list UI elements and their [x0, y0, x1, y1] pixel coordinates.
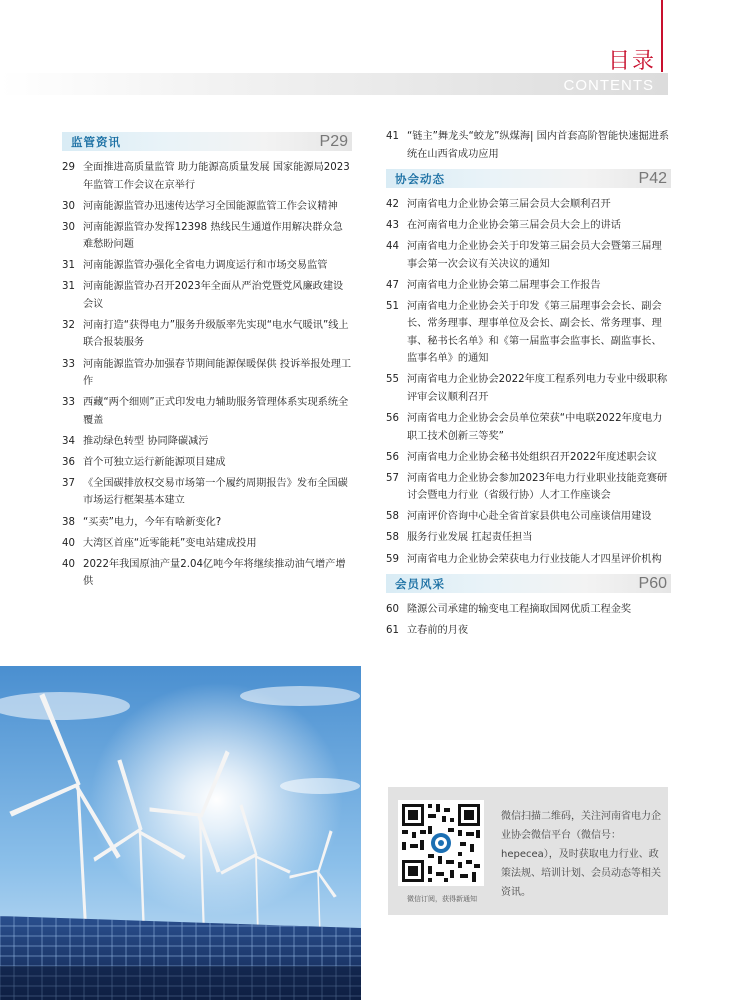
toc-entry-page: 38	[62, 516, 75, 528]
section-page: P42	[638, 169, 667, 187]
toc-entry-page: 29	[62, 162, 75, 173]
toc-entry-page: 41	[386, 131, 399, 142]
section-header-association	[386, 169, 671, 188]
toc-entry-title: 立春前的月夜	[407, 625, 469, 637]
toc-entry-page: 57	[386, 472, 399, 484]
toc-entry[interactable]	[386, 128, 671, 163]
toc-entry-title: 河南省电力企业协会第二届理事会工作报告	[407, 279, 601, 291]
toc-entry-title: 隆源公司承建的输变电工程摘取国网优质工程金奖	[407, 604, 632, 616]
toc-entry[interactable]	[386, 449, 671, 467]
toc-entry[interactable]	[62, 257, 352, 275]
toc-entry-title: 河南省电力企业协会2022年度工程系列电力专业中级职称评审会议顺利召开	[407, 374, 668, 403]
toc-entry-page: 34	[62, 435, 75, 447]
qr-code[interactable]	[398, 800, 484, 886]
toc-entry-page: 37	[62, 477, 75, 489]
toc-entry-page: 43	[386, 220, 399, 232]
page-title: 目录	[607, 49, 656, 74]
toc-entry[interactable]	[386, 470, 671, 505]
toc-entry[interactable]	[386, 217, 671, 235]
toc-list-supervision	[62, 159, 352, 591]
toc-entry-title: 河南省电力企业协会荣获电力行业技能人才四星评价机构	[407, 553, 662, 565]
toc-entry[interactable]	[62, 159, 352, 194]
toc-entry-title: 河南省电力企业协会第三届会员大会顺利召开	[407, 199, 611, 210]
toc-entry-title: 《全国碳排放权交易市场第一个履约周期报告》发布全国碳市场运行框架基本建立	[83, 477, 348, 507]
toc-entry-page: 60	[386, 604, 399, 616]
qr-caption: 微信订阅，获得新通知	[407, 895, 477, 903]
toc-entry-page: 36	[62, 456, 75, 468]
toc-entry-title: “买卖”电力，今年有啥新变化?	[83, 516, 222, 528]
toc-entry-title: 河南能源监管办加强春节期间能源保暖保供 投诉举报处理工作	[83, 358, 352, 388]
qr-description: 微信扫描二维码，关注河南省电力企业协会微信平台（微信号：hepecea），及时获取电力行业、政策法规、培训计划、会员动态等相关资讯。	[501, 811, 661, 898]
toc-entry[interactable]	[62, 219, 352, 254]
left-column	[62, 132, 352, 594]
toc-entry-title: 河南评价咨询中心赴全省首家县供电公司座谈信用建设	[407, 511, 652, 523]
toc-entry[interactable]	[386, 601, 671, 619]
toc-list-lead	[386, 128, 671, 163]
toc-entry-title: 西藏“两个细则”正式印发电力辅助服务管理体系实现系统全覆盖	[83, 397, 349, 426]
qr-info-box	[388, 787, 668, 915]
toc-entry[interactable]	[62, 433, 352, 451]
toc-entry[interactable]	[62, 556, 352, 591]
toc-entry[interactable]	[62, 317, 352, 352]
toc-entry-page: 30	[62, 200, 75, 212]
toc-entry[interactable]	[386, 196, 671, 214]
toc-entry[interactable]	[386, 238, 671, 273]
toc-entry-title: 河南省电力企业协会关于印发第三届会员大会暨第三届理事会第一次会议有关决议的通知	[407, 241, 662, 270]
toc-list-members	[386, 601, 671, 640]
toc-entry[interactable]	[62, 475, 352, 510]
toc-entry-title: 河南能源监管办强化全省电力调度运行和市场交易监管	[83, 260, 328, 272]
toc-entry-title: 河南省电力企业协会参加2023年电力行业职业技能竞赛研讨会暨电力行业（省级行协）人才工作座谈会	[407, 472, 668, 502]
toc-entry-title: 2022年我国原油产量2.04亿吨今年将继续推动油气增产增供	[83, 558, 346, 588]
toc-entry-page: 47	[386, 279, 399, 291]
toc-entry[interactable]	[386, 508, 671, 526]
section-label: 会员风采	[395, 576, 445, 591]
section-label: 监管资讯	[71, 134, 121, 149]
toc-entry-page: 33	[62, 358, 75, 370]
toc-entry[interactable]	[386, 277, 671, 295]
wind-solar-photo	[0, 666, 361, 1000]
toc-entry-title: 全面推进高质量监管 助力能源高质量发展 国家能源局2023年监管工作会议在京举行	[83, 162, 350, 191]
toc-entry-page: 58	[386, 511, 399, 523]
toc-entry[interactable]	[62, 514, 352, 532]
toc-list-association	[386, 196, 671, 568]
toc-entry[interactable]	[62, 394, 352, 429]
toc-entry-page: 32	[62, 319, 75, 331]
toc-entry-page: 55	[386, 374, 399, 386]
toc-entry-title: 首个可独立运行新能源项目建成	[83, 456, 226, 468]
toc-entry-page: 56	[386, 451, 399, 463]
toc-entry-title: 河南打造“获得电力”服务升级版率先实现“电水气暖讯”线上联合报装服务	[83, 319, 349, 349]
toc-entry-page: 42	[386, 199, 399, 210]
toc-entry-title: 大湾区首座“近零能耗”变电站建成投用	[83, 537, 257, 549]
toc-entry[interactable]	[62, 198, 352, 216]
right-column	[386, 128, 671, 643]
toc-entry-page: 33	[62, 397, 75, 409]
toc-entry-title: “链主”舞龙头“蛟龙”纵煤海| 国内首套高阶智能快速掘进系统在山西省成功应用	[407, 131, 670, 160]
toc-entry[interactable]	[386, 622, 671, 640]
toc-entry-title: 河南省电力企业协会会员单位荣获“中电联2022年度电力职工技术创新三等奖”	[407, 413, 663, 442]
toc-entry[interactable]	[62, 535, 352, 553]
section-page: P29	[319, 132, 348, 150]
toc-entry-title: 服务行业发展 扛起责任担当	[407, 532, 533, 544]
header-accent-line	[661, 0, 663, 72]
page-subtitle: CONTENTS	[563, 77, 654, 94]
toc-entry[interactable]	[386, 298, 671, 368]
toc-entry[interactable]	[386, 529, 671, 547]
toc-entry[interactable]	[386, 410, 671, 445]
toc-entry-page: 51	[386, 300, 399, 312]
toc-entry-title: 河南省电力企业协会关于印发《第三届理事会会长、副会长、常务理事、理事单位及会长、副会长、常务理事、理事、秘书长名单》和《第一届监事会监事长、副监事长、监事名单》的通知	[407, 300, 662, 365]
toc-entry-page: 44	[386, 241, 399, 253]
toc-entry[interactable]	[386, 371, 671, 406]
toc-entry[interactable]	[62, 356, 352, 391]
toc-entry[interactable]	[62, 278, 352, 313]
section-header-members	[386, 574, 671, 593]
toc-entry-title: 河南能源监管办迅速传达学习全国能源监管工作会议精神	[83, 200, 338, 212]
toc-entry-title: 河南能源监管办召开2023年全面从严治党暨党风廉政建设会议	[83, 281, 344, 310]
section-label: 协会动态	[395, 171, 445, 186]
toc-entry[interactable]	[62, 454, 352, 472]
toc-entry-page: 40	[62, 558, 75, 570]
toc-entry-page: 61	[386, 625, 399, 637]
toc-entry-page: 31	[62, 281, 75, 293]
toc-entry-page: 58	[386, 532, 399, 544]
toc-entry-page: 31	[62, 260, 75, 272]
toc-entry-title: 河南省电力企业协会秘书处组织召开2022年度述职会议	[407, 451, 658, 463]
section-header-supervision	[62, 132, 352, 151]
section-page: P60	[638, 574, 667, 592]
toc-entry-title: 推动绿色转型 协同降碳减污	[83, 435, 209, 447]
toc-entry-page: 56	[386, 413, 399, 425]
toc-entry-title: 河南能源监管办发挥12398 热线民生通道作用解决群众急难愁盼问题	[83, 221, 343, 251]
toc-entry-page: 59	[386, 553, 399, 565]
toc-entry-page: 30	[62, 221, 75, 233]
toc-entry-page: 40	[62, 537, 75, 549]
toc-entry[interactable]	[386, 551, 671, 569]
toc-entry-title: 在河南省电力企业协会第三届会员大会上的讲话	[407, 220, 621, 232]
